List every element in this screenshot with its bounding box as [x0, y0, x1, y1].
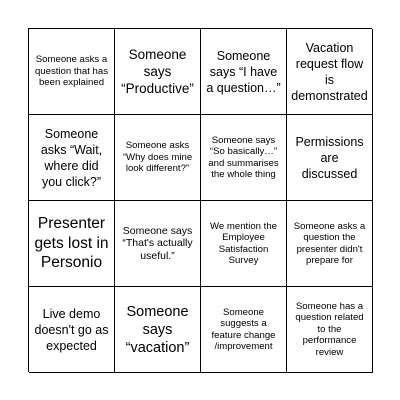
bingo-cell[interactable]: [287, 201, 373, 287]
bingo-cell[interactable]: [29, 201, 115, 287]
bingo-cell-text: Someone has a question related to the performance review: [295, 300, 364, 358]
bingo-cell-text: Someone asks a question the presenter didn't prepare for: [293, 220, 366, 266]
bingo-cell[interactable]: [115, 115, 201, 201]
bingo-cell-text: Vacation request flow is demonstrated: [291, 40, 368, 103]
bingo-cell[interactable]: [201, 29, 287, 115]
bingo-cell-text: Permissions are discussed: [295, 134, 364, 181]
bingo-cell-text: Someone says “vacation”: [125, 303, 190, 356]
bingo-cell[interactable]: [115, 201, 201, 287]
bingo-cell-text: Someone suggests a feature change /improvement: [211, 306, 276, 352]
bingo-cell[interactable]: [287, 115, 373, 201]
bingo-cell[interactable]: [29, 29, 115, 115]
bingo-cell[interactable]: [201, 201, 287, 287]
bingo-cell-text: Someone asks a question that has been explained: [34, 54, 109, 89]
bingo-cell[interactable]: [115, 29, 201, 115]
bingo-cell[interactable]: [201, 115, 287, 201]
bingo-cell[interactable]: [287, 29, 373, 115]
bingo-cell[interactable]: [29, 115, 115, 201]
bingo-cell-text: We mention the Employee Satisfaction Survey: [209, 220, 277, 266]
bingo-cell-text: Someone says “I have a question…”: [206, 48, 281, 95]
bingo-cell[interactable]: [287, 287, 373, 373]
bingo-cell-text: Someone says “That's actually useful.”: [122, 224, 193, 262]
bingo-cell[interactable]: [115, 287, 201, 373]
bingo-cell-text: Someone asks “Why does mine look different?”: [122, 140, 193, 175]
bingo-cell-text: Live demo doesn't go as expected: [34, 306, 109, 353]
bingo-board: [28, 28, 372, 372]
bingo-cell-text: Someone says “So basically…” and summarises the whole thing: [208, 134, 279, 180]
bingo-cell[interactable]: [201, 287, 287, 373]
bingo-cell-text: Someone says “Productive”: [121, 47, 194, 96]
bingo-cell-text: Presenter gets lost in Personio: [34, 215, 109, 272]
bingo-cell-text: Someone asks “Wait, where did you click?”: [40, 126, 103, 189]
bingo-cell[interactable]: [29, 287, 115, 373]
